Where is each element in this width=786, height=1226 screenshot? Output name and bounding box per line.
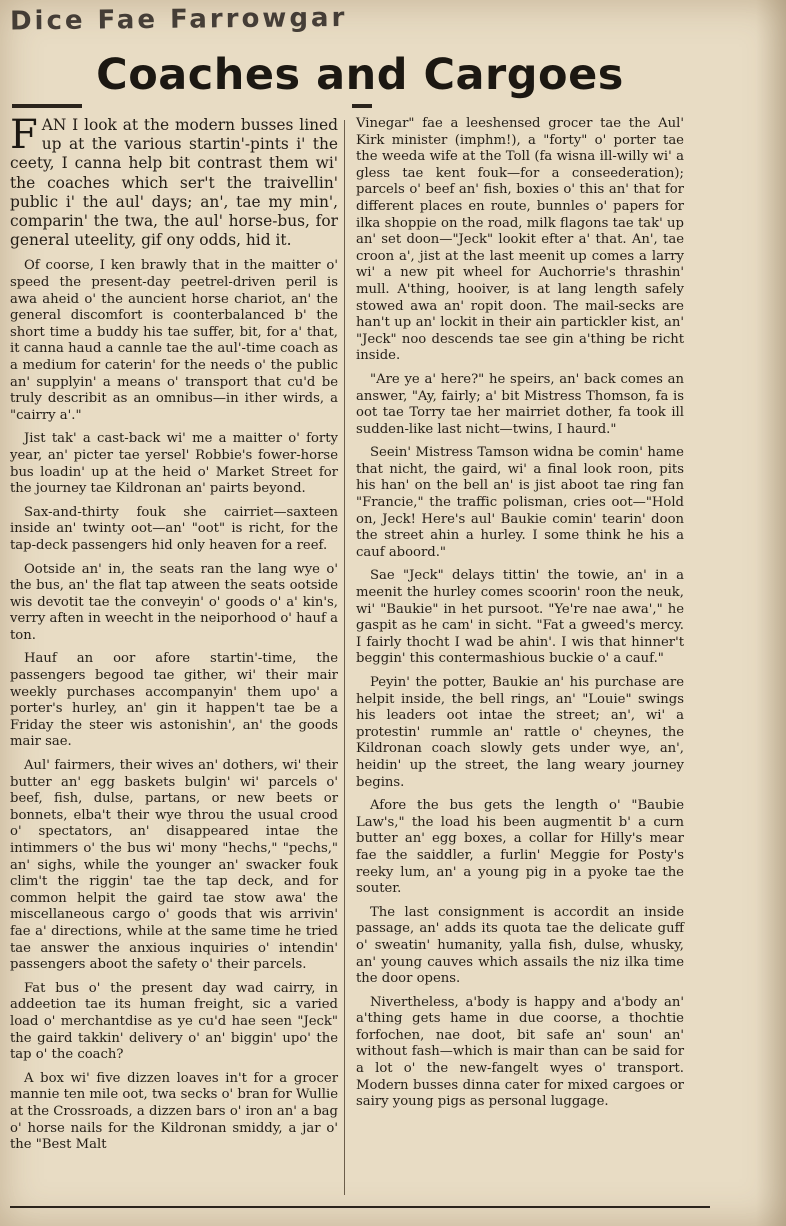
- drop-cap: F: [10, 112, 38, 158]
- paragraph: The last consignment is accordit an inside passage, an' adds its quota tae the delicate guff o' sweatin' humanity, yalla fish, dulse, whusky, an' young cauves which assails the niz ilka time the door opens.: [356, 904, 684, 987]
- paragraph: Of coorse, I ken brawly that in the maitter o' speed the present-day peetrel-driven peril is awa aheid o' the auncient horse chariot, an' the general discomfort is coonterbalanced b' the short time a buddy his tae suffer, bit, for a' that, it canna haud a cannle tae the aul'-time coach as a medium for caterin' for the needs o' the public an' supplyin' a means o' transport that cu'd be truly describit as an omnibus—in ither wirds, a "cairry a'.": [10, 258, 338, 423]
- title-rule-mid: [352, 104, 372, 108]
- paragraph: Seein' Mistress Tamson widna be comin' hame that nicht, the gaird, wi' a final look roon, pits his han' on the bell an' is jist aboot tae ring fan "Francie," the traffic polisman, cries oot—"Hold on, Jeck! Here's aul' Baukie comin' tearin' doon the street ahin a hurley. I some think he his a cauf aboord.": [356, 445, 684, 560]
- lead-text: AN I look at the modern busses lined up at the various startin'-pints i' the ceety, I canna help bit contrast them wi' the coaches which ser't the traivellin' public i' the aul' days; an', tae my min', comparin' the twa, the aul' horse-bus, for general uteelity, gif ony odds, hid it.: [10, 116, 338, 250]
- bottom-rule: [10, 1206, 710, 1208]
- handwritten-header: Dice Fae Farrowgar: [9, 2, 348, 37]
- paragraph: Sae "Jeck" delays tittin' the towie, an' in a meenit the hurley comes scoorin' roon the neuk, wi' "Baukie" in het pursoot. "Ye're nae awa'," he gaspit as he cam' in sicht. "Fat a gweed's mercy. I fairly thocht I wad be ahin'. I wis that hinner't beggin' this contermashious buckie o' a cauf.": [356, 568, 684, 667]
- title-rule-left: [12, 104, 82, 108]
- paragraph: Nivertheless, a'body is happy and a'body an' a'thing gets hame in due coorse, a thochtie forfochen, nae doot, bit safe an' soun' an' without fash—which is mair than can be said for a lot o' the new-fangelt wyes o' transport. Modern busses dinna cater for mixed cargoes or sairy young pigs as personal luggage.: [356, 994, 684, 1110]
- article-title: Coaches and Cargoes: [96, 50, 624, 100]
- paragraph: Peyin' the potter, Baukie an' his purchase are helpit inside, the bell rings, an' "Louie" swings his leaders oot intae the street; an', wi' a protestin' rummle an' rattle o' cheynes, the Kildronan coach slowly gets under wye, an', heidin' up the street, the lang weary journey begins.: [356, 675, 684, 790]
- paragraph: Fat bus o' the present day wad cairry, in addeetion tae its human freight, sic a varied load o' merchantdise as ye cu'd hae seen "Jeck" the gaird takkin' delivery o' an' biggin' upo' the tap o' the coach?: [10, 980, 338, 1063]
- paragraph: Aul' fairmers, their wives an' dothers, wi' their butter an' egg baskets bulgin' wi' parcels o' beef, fish, dulse, partans, or new beets or bonnets, elba't their wye throu the usual crood o' spectators, an' disappeared intae the intimmers o' the bus wi' mony "hechs," "pechs," an' sighs, while the younger an' swacker fouk clim't the riggin' tae the tap deck, and for common helpit the gaird tae stow awa' the miscellaneous cargo o' goods that wis arrivin' fae a' directions, while at the same time he tried tae answer the anxious inquiries o' intendin' passengers aboot the safety o' their parcels.: [10, 758, 338, 973]
- paragraph: Hauf an oor afore startin'-time, the passengers begood tae gither, wi' their mair weekly purchases accompanyin' them upo' a porter's hurley, an' gin it happen't tae be a Friday the steer wis astonishin', an' the goods mair sae.: [10, 651, 338, 750]
- paragraph: A box wi' five dizzen loaves in't for a grocer mannie ten mile oot, twa secks o' bran for Wullie at the Crossroads, a dizzen bars o' iron an' a bag o' horse nails for the Kildronan smiddy, a jar o' the "Best Malt: [10, 1070, 338, 1153]
- paragraph: Jist tak' a cast-back wi' me a maitter o' forty year, an' picter tae yersel' Robbie's fower-horse bus loadin' up at the heid o' Market Street for the journey tae Kildronan an' pairts beyond.: [10, 431, 338, 497]
- left-column: [10, 112, 338, 1161]
- right-column: [356, 116, 684, 1118]
- paragraph: Afore the bus gets the length o' "Baubie Law's," the load his been augmentit b' a curn butter an' egg boxes, a collar for Hilly's mear fae the saiddler, a furlin' Meggie for Posty's reeky lum, an' a young pig in a pyoke tae the souter.: [356, 798, 684, 897]
- torn-edge: [756, 0, 786, 1226]
- column-divider: [344, 120, 345, 1195]
- paragraph: "Are ye a' here?" he speirs, an' back comes an answer, "Ay, fairly; a' bit Mistress Thomson, fa is oot tae Torry tae her mairriet dother, fa took ill sudden-like last nicht—twins, I haurd.": [356, 371, 684, 437]
- paragraph: Sax-and-thirty fouk she cairriet—saxteen inside an' twinty oot—an' "oot" is richt, for the tap-deck passengers hid only heaven for a reef.: [10, 504, 338, 553]
- paragraph: Ootside an' in, the seats ran the lang wye o' the bus, an' the flat tap atween the seats ootside wis devotit tae the conveyin' o' goods o' a' kin's, verry aften in weecht in the neiporhood o' hauf a ton.: [10, 561, 338, 643]
- lead-paragraph: [10, 112, 338, 250]
- paragraph: Vinegar" fae a leeshensed grocer tae the Aul' Kirk minister (imphm!), a "forty" o' porter tae the weeda wife at the Toll (fa wisna ill-willy wi' a gless tae kent fouk—for a conseederation); parcels o' beef an' fish, boxies o' this an' that for different places en route, bunnles o' papers for ilka shoppie on the road, milk flagons tae tak' up an' set doon—"Jeck" lookit efter a' that. An', tae croon a', jist at the last meenit up comes a larry wi' a new pit wheel for Auchorrie's thrashin' mull. A'thing, hooiver, is at lang length safely stowed awa an' ropit doon. The mail-secks are han't up an' lockit in their ain partickler kist, an' "Jeck" noo descends tae see gin a'thing be richt inside.: [356, 116, 684, 364]
